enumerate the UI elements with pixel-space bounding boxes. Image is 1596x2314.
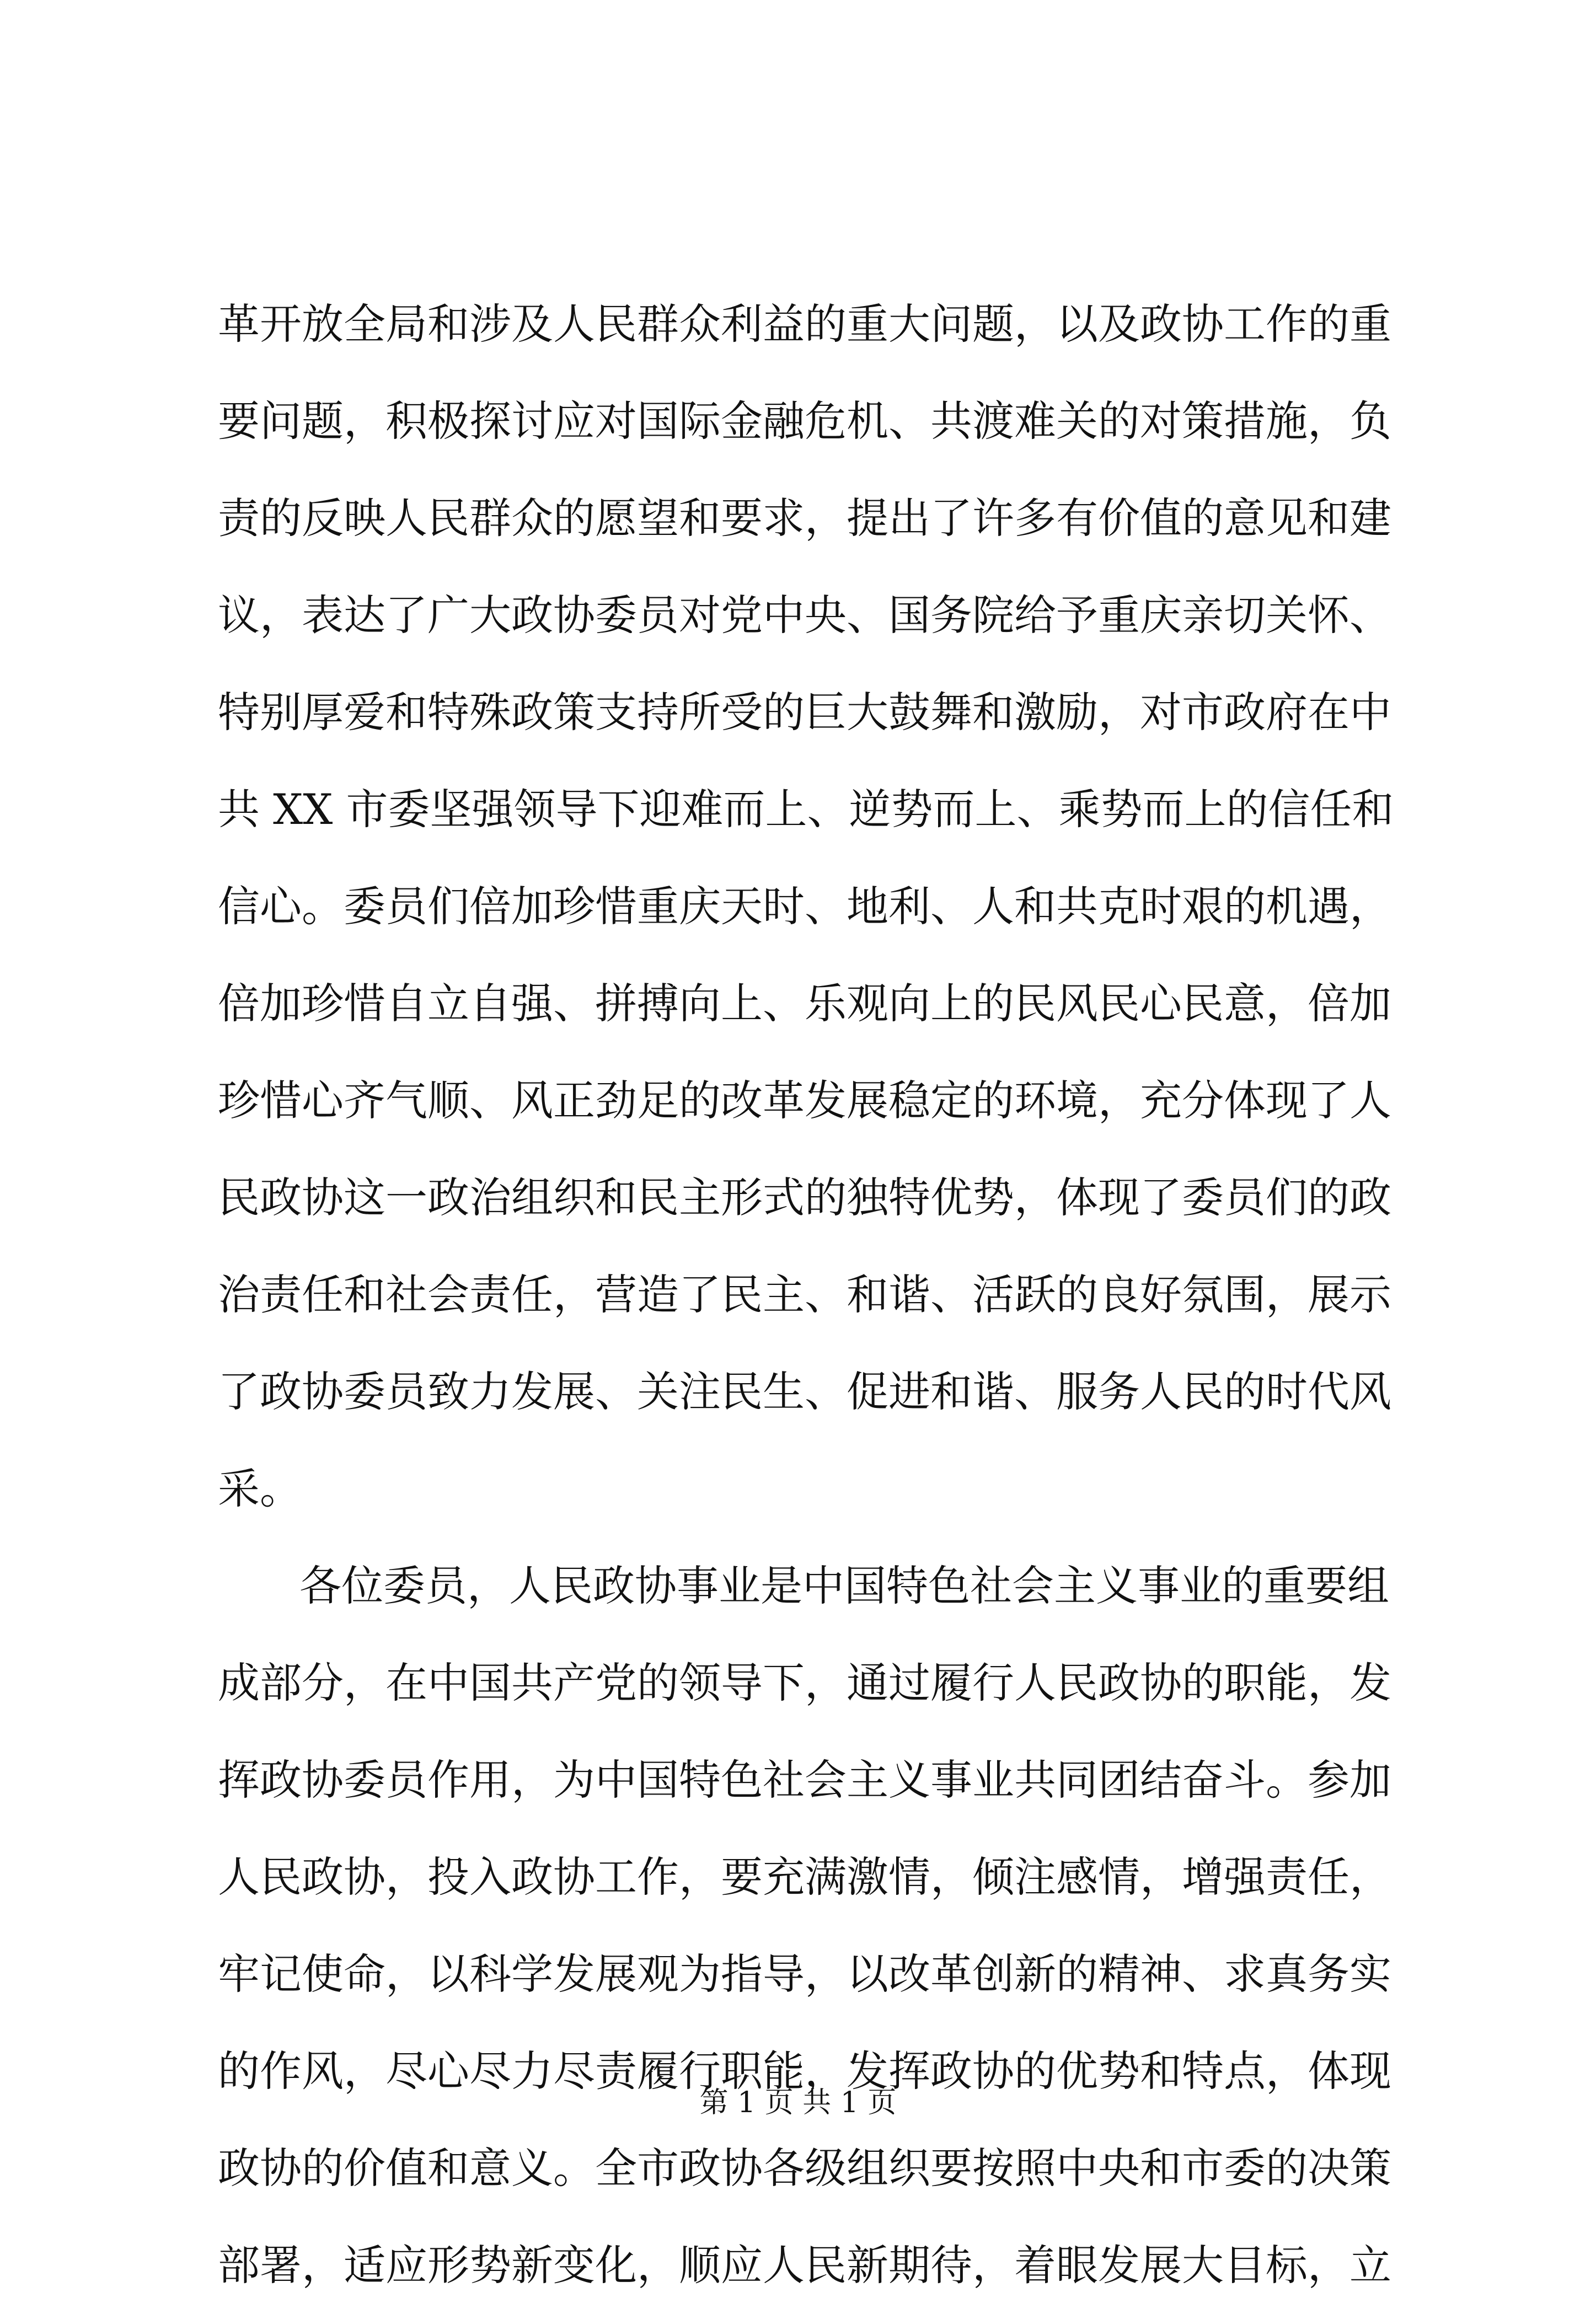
text-line: 成部分，在中国共产党的领导下，通过履行人民政协的职能，发 [218,1658,1391,1707]
text-line: 珍惜心齐气顺、风正劲足的改革发展稳定的环境，充分体现了人 [218,1076,1391,1125]
text-line: 议，表达了广大政协委员对党中央、国务院给予重庆亲切关怀、 [218,591,1391,640]
body-text [218,276,1398,2314]
text-line: 革开放全局和涉及人民群众利益的重大问题，以及政协工作的重 [218,299,1391,349]
text-line: 民政协这一政治组织和民主形式的独特优势，体现了委员们的政 [218,1173,1391,1222]
text-line: 挥政协委员作用，为中国特色社会主义事业共同团结奋斗。参加 [218,1755,1391,1804]
text-line: 倍加珍惜自立自强、拼搏向上、乐观向上的民风民心民意，倍加 [218,979,1391,1028]
text-line: 责的反映人民群众的愿望和要求，提出了许多有价值的意见和建 [218,494,1391,543]
text-line: 的作风，尽心尽力尽责履行职能，发挥政协的优势和特点，体现 [218,2047,1391,2096]
text-line: 部署，适应形势新变化，顺应人民新期待，着眼发展大目标，立 [218,2241,1391,2290]
text-line: 牢记使命，以科学发展观为指导，以改革创新的精神、求真务实 [218,1949,1391,1999]
text-line: 政协的价值和意义。全市政协各级组织要按照中央和市委的决策 [218,2144,1391,2193]
text-line: 特别厚爱和特殊政策支持所受的巨大鼓舞和激励，对市政府在中 [218,688,1391,737]
text-line: 了政协委员致力发展、关注民生、促进和谐、服务人民的时代风 [218,1367,1391,1416]
text-line: 采。 [218,1464,302,1513]
paragraph-first-line: 各位委员，人民政协事业是中国特色社会主义事业的重要组 [299,1561,1389,1610]
text-line: 信心。委员们倍加珍惜重庆天时、地利、人和共克时艰的机遇， [218,882,1391,931]
page-footer: 第 1 页 共 1 页 [699,2086,897,2119]
text-line: 共 XX 市委坚强领导下迎难而上、逆势而上、乘势而上的信任和 [218,785,1394,834]
text-line: 人民政协，投入政协工作，要充满激情，倾注感情，增强责任， [218,1852,1391,1901]
text-line: 治责任和社会责任，营造了民主、和谐、活跃的良好氛围，展示 [218,1270,1391,1319]
text-line: 要问题，积极探讨应对国际金融危机、共渡难关的对策措施，负 [218,397,1391,446]
